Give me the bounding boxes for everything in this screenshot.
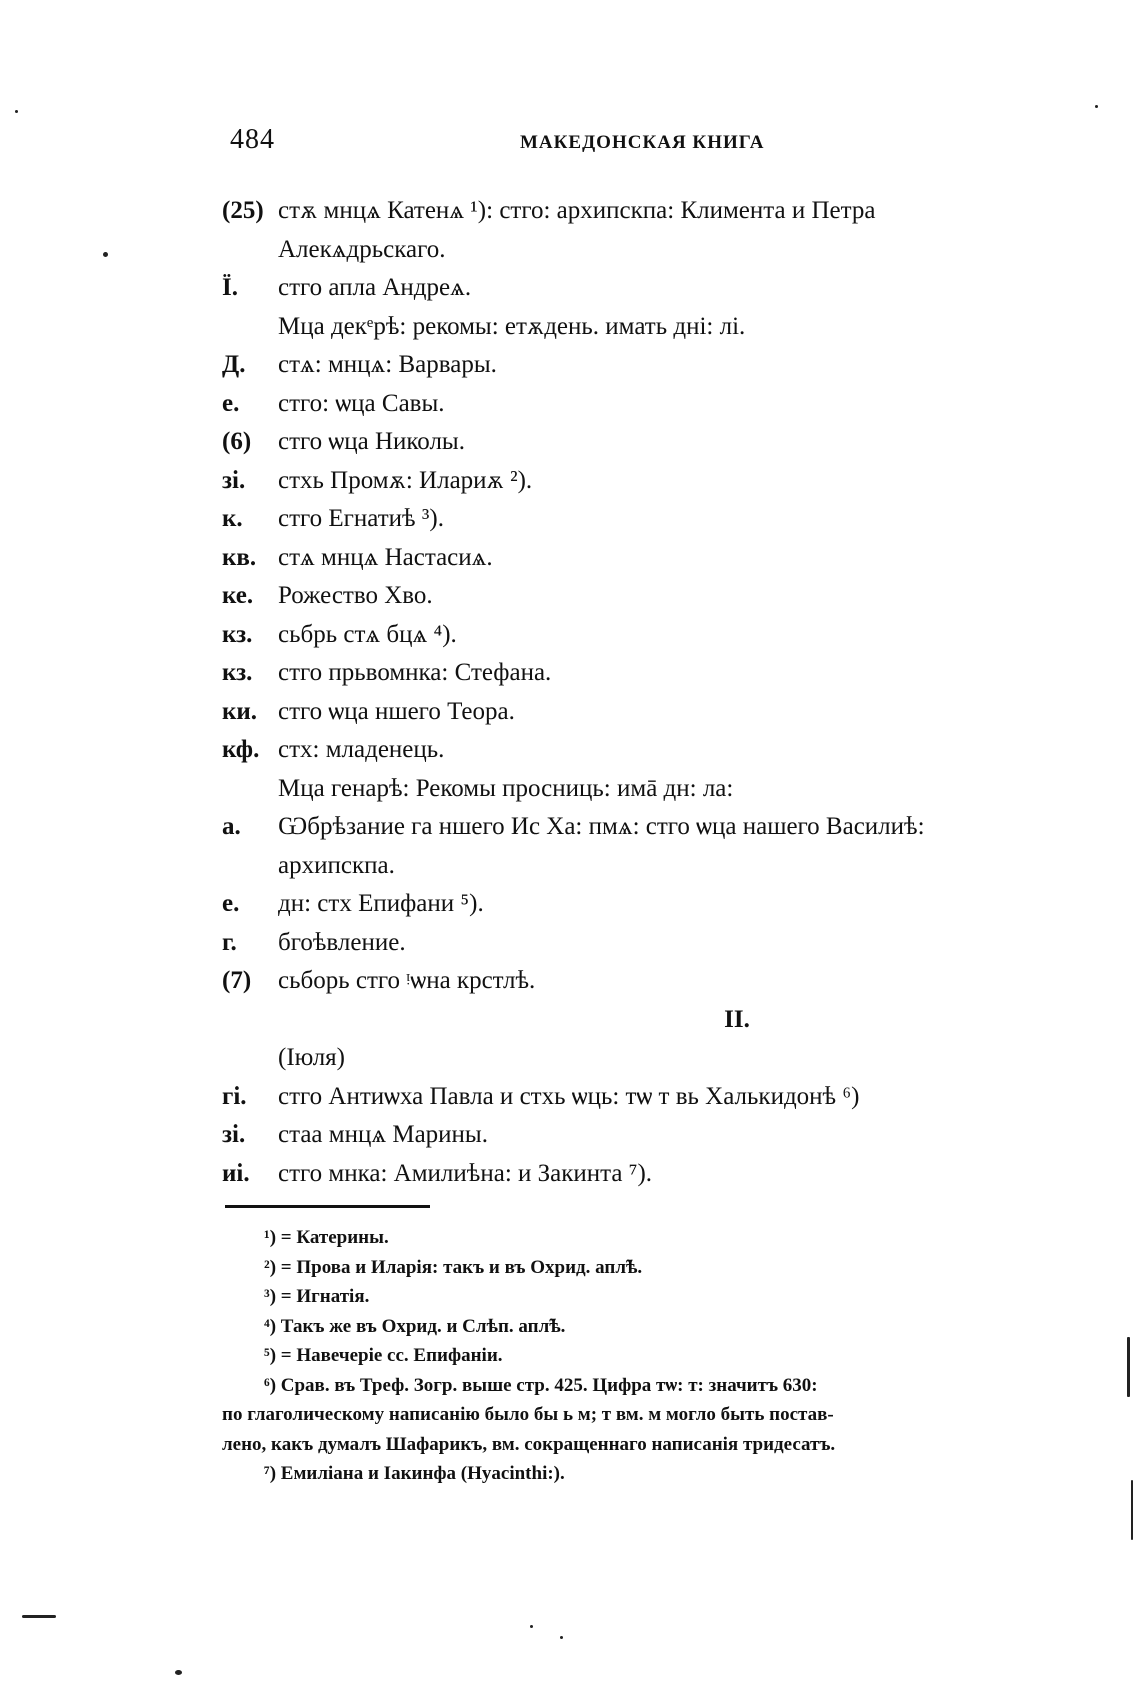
entry-text: сьборь стго ᵎѡна крстлѣ.: [278, 967, 536, 994]
footnotes: [222, 1223, 1042, 1489]
entry-number: е.: [222, 890, 240, 917]
scan-speck: [1095, 105, 1098, 108]
entry-text: бгоѣвление.: [278, 928, 406, 956]
entry-text: стго Антиѡха Павла и стхь ѡць: тѡ т вь Халькидонѣ ⁶): [278, 1082, 860, 1110]
entry-number: ки.: [222, 697, 258, 725]
footnote: ⁶) Срав. въ Треф. Зогр. выше стр. 425. Цифра тѡ: т: значитъ 630:: [264, 1374, 818, 1396]
entry-number: а.: [222, 813, 241, 840]
scan-speck: [560, 1636, 563, 1639]
scan-speck: [530, 1625, 533, 1628]
scan-speck: [175, 1670, 182, 1675]
entry-text: стго мнка: Амилиѣна: и Закинта ⁷).: [278, 1159, 653, 1187]
entry-line: [222, 577, 1042, 616]
entry-line: [222, 231, 1042, 270]
entry-number: зі.: [222, 466, 246, 494]
entry-number: кв.: [222, 543, 257, 571]
scan-speck: [1131, 1480, 1133, 1540]
entry-text: архипскпа.: [278, 851, 395, 879]
entry-text: Ѡбрѣзание га ншего Ис Ха: пмѧ: стго ѡца нашего Василиѣ:: [278, 813, 925, 840]
footnote-continuation: лено, какъ думалъ Шафарикъ, вм. сокращеннаго написанія тридесатъ.: [222, 1433, 836, 1455]
scan-speck: [22, 1615, 56, 1618]
entry-number: (6): [222, 428, 252, 455]
entry-line: [222, 500, 1042, 539]
entry-text: стѧ мнцѧ Настасиѧ.: [278, 543, 493, 571]
entry-text: стго апла Андреѧ.: [278, 274, 472, 301]
entry-text: стѧ: мнцѧ: Варвары.: [278, 351, 497, 378]
page-number: 484: [230, 124, 275, 155]
entry-number: (7): [222, 967, 252, 994]
entry-text: Алекѧдрьскаго.: [278, 235, 446, 263]
footnote: ³) = Игнатія.: [264, 1286, 370, 1307]
entry-text: Мца генарѣ: Рекомы просниць: имā дн: ла:: [278, 774, 734, 802]
entry-text: стхь Промѫ: Илариѫ ²).: [278, 466, 533, 494]
entry-number: иі.: [222, 1159, 250, 1187]
footnote-rule: [225, 1205, 430, 1208]
calendar-entries: [222, 192, 1042, 1193]
entry-line: [222, 885, 1042, 924]
month-heading: [222, 1039, 1042, 1078]
entry-text: сьбрь стѧ бцѧ ⁴).: [278, 620, 457, 648]
entry-line: [222, 539, 1042, 578]
entry-text: (Іюля): [278, 1044, 346, 1071]
entry-line: [222, 1078, 1042, 1117]
entry-text: Рожество Хво.: [278, 582, 433, 609]
running-title: МАКЕДОНСКАЯ КНИГА: [520, 132, 765, 153]
section-number: II.: [724, 1005, 750, 1033]
footnote: ⁴) Такъ же въ Охрид. и Слѣп. апл̃ѣ.: [264, 1315, 566, 1337]
scan-speck: [1127, 1337, 1130, 1397]
entry-line: [222, 423, 1042, 462]
entry-line: [222, 731, 1042, 770]
entry-line: [222, 962, 1042, 1001]
entry-number: ке.: [222, 582, 254, 609]
entry-number: кз.: [222, 620, 253, 648]
entry-text: стго Егнатиѣ ³).: [278, 505, 444, 532]
entry-text: Мца декᵉрѣ: рекомы: етѫдень. имать дні: лі.: [278, 312, 746, 340]
entry-line: [222, 462, 1042, 501]
entry-text: стго: ѡца Савы.: [278, 389, 445, 417]
entry-text: стаа мнцѧ Марины.: [278, 1121, 488, 1148]
entry-line: [222, 1116, 1042, 1155]
footnote-continuation: по глаголическому написанію было бы ь м; т вм. м могло быть постав-: [222, 1404, 834, 1425]
entry-text: стго ѡца ншего Теора.: [278, 697, 515, 725]
month-heading: [222, 308, 1042, 347]
entry-number: Д.: [222, 351, 246, 378]
scan-speck: [15, 110, 18, 113]
month-heading: [222, 770, 1042, 809]
entry-line: [222, 847, 1042, 886]
entry-line: [222, 654, 1042, 693]
entry-text: стго прьвомнка: Стефана.: [278, 659, 552, 686]
entry-text: стх: младенець.: [278, 736, 445, 763]
entry-line: [222, 924, 1042, 963]
entry-line: [222, 385, 1042, 424]
entry-line: [222, 192, 1042, 231]
entry-line: [222, 693, 1042, 732]
entry-number: е.: [222, 389, 240, 417]
entry-number: кф.: [222, 736, 260, 763]
footnote: ⁷) Емиліана и Іакинфа (Hyacinthi:).: [264, 1463, 565, 1484]
entry-number: гі.: [222, 1082, 247, 1110]
scan-speck: [103, 252, 108, 257]
entry-text: стго ѡца Николы.: [278, 428, 465, 455]
entry-line: [222, 346, 1042, 385]
entry-number: Ї.: [222, 274, 238, 301]
entry-line: [222, 616, 1042, 655]
entry-number: г.: [222, 928, 237, 956]
entry-number: (25): [222, 197, 264, 224]
entry-line: [222, 269, 1042, 308]
entry-text: дн: стх Епифани ⁵).: [278, 890, 484, 917]
entry-text: стѫ мнцѧ Катенѧ ¹): стго: архипскпа: Климента и Петра: [278, 197, 876, 224]
section-heading: [222, 1001, 1042, 1040]
entry-number: к.: [222, 505, 243, 532]
entry-line: [222, 808, 1042, 847]
footnote: ⁵) = Навечеріе сс. Епифаніи.: [264, 1345, 503, 1366]
footnote: ²) = Прова и Иларія: такъ и въ Охрид. апл̃ѣ.: [264, 1256, 643, 1278]
entry-line: [222, 1155, 1042, 1194]
entry-number: кз.: [222, 659, 253, 686]
entry-number: зі.: [222, 1121, 246, 1148]
footnote: ¹) = Катерины.: [264, 1227, 389, 1248]
